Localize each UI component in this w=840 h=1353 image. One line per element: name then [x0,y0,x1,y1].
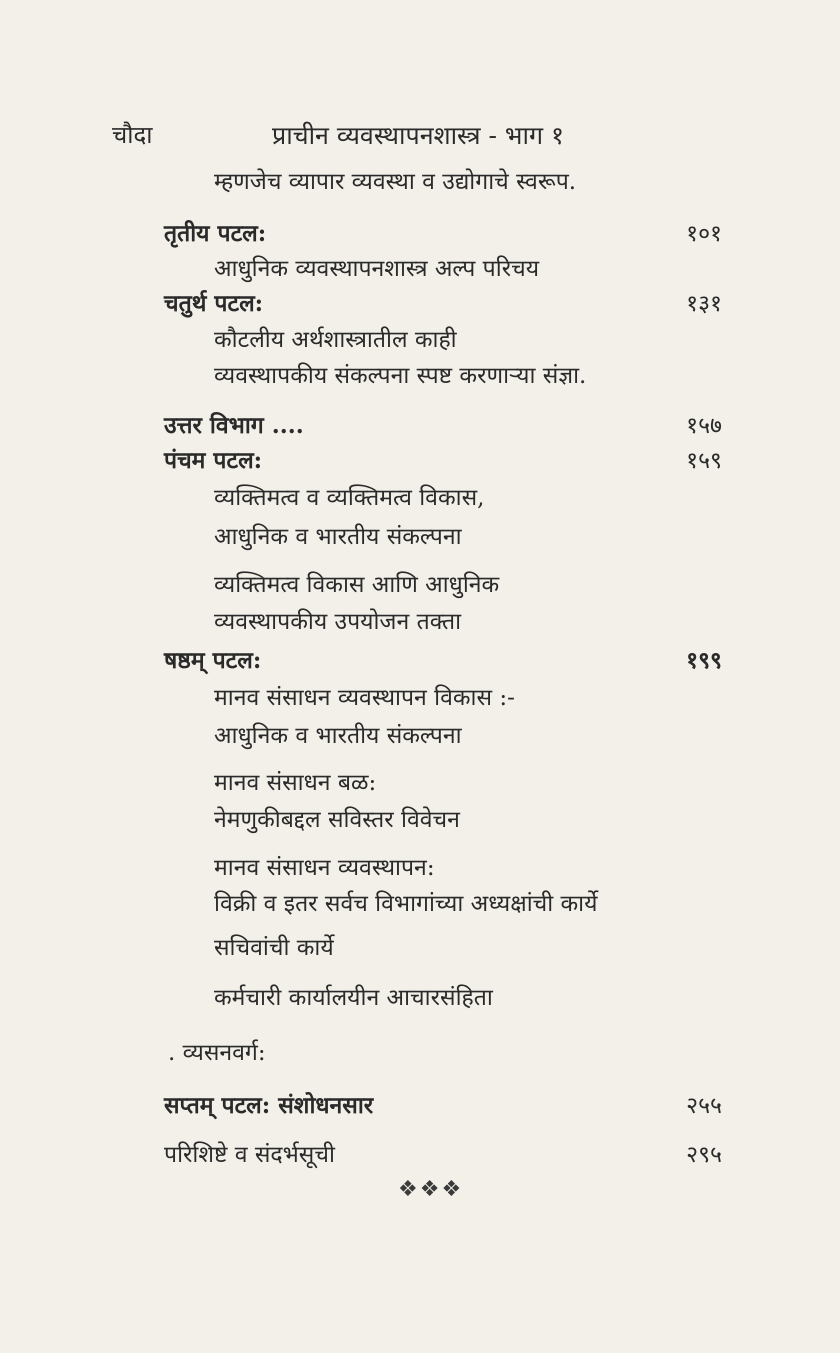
toc-ch6-sub3: मानव संसाधन बळ: [214,770,377,796]
ornament-divider: ❖❖❖ [398,1177,464,1202]
toc-ch7-page: २५५ [686,1093,722,1119]
toc-ch6-sub1: मानव संसाधन व्यवस्थापन विकास :- [214,685,515,711]
toc-ch5-sub1: व्यक्तिमत्व व व्यक्तिमत्व विकास, [214,485,485,511]
toc-ch6-sub2: आधुनिक व भारतीय संकल्पना [214,723,462,749]
toc-ch6-sub5: मानव संसाधन व्यवस्थापन: [214,855,435,881]
toc-ch6-sub7: सचिवांची कार्ये [214,935,334,961]
toc-appendix-page: २९५ [686,1142,722,1168]
toc-ch6-sub9: . व्यसनवर्ग: [168,1040,266,1066]
toc-ch4-sub1: कौटलीय अर्थशास्त्रातील काही [214,327,457,353]
page-number-label: चौदा [112,121,153,149]
running-header-title: प्राचीन व्यवस्थापनशास्त्र - भाग १ [272,121,564,150]
toc-ch6-sub6: विक्री व इतर सर्वच विभागांच्या अध्यक्षांची कार्ये [214,891,598,917]
toc-ch3-title: तृतीय पटल: [164,220,267,247]
toc-ch5-sub3: व्यक्तिमत्व विकास आणि आधुनिक [214,572,500,598]
toc-ch5-title: पंचम पटल: [164,447,263,474]
toc-part2-title: उत्तर विभाग .... [164,412,304,439]
intro-tail-line: म्हणजेच व्यापार व्यवस्था व उद्योगाचे स्वरूप. [214,169,577,195]
toc-ch5-sub2: आधुनिक व भारतीय संकल्पना [214,524,462,550]
toc-ch5-sub4: व्यवस्थापकीय उपयोजन तक्ता [214,609,462,635]
toc-appendix-title: परिशिष्टे व संदर्भसूची [164,1142,335,1168]
toc-ch3-sub: आधुनिक व्यवस्थापनशास्त्र अल्प परिचय [214,256,540,282]
toc-part2-page: १५७ [686,413,722,439]
toc-ch5-page: १५९ [686,448,722,474]
toc-ch6-page: १९९ [686,647,722,674]
toc-ch6-title: षष्ठम् पटल: [164,647,262,674]
toc-ch4-page: १३१ [686,291,722,317]
toc-ch4-sub2: व्यवस्थापकीय संकल्पना स्पष्ट करणाऱ्या संज्ञा. [214,363,587,389]
toc-ch4-title: चतुर्थ पटल: [164,290,264,317]
toc-ch6-sub8: कर्मचारी कार्यालयीन आचारसंहिता [214,985,493,1011]
toc-ch6-sub4: नेमणुकीबद्दल सविस्तर विवेचन [214,807,460,833]
toc-ch3-page: १०१ [686,221,722,247]
toc-ch7-title: सप्तम् पटल: संशोधनसार [164,1092,374,1119]
